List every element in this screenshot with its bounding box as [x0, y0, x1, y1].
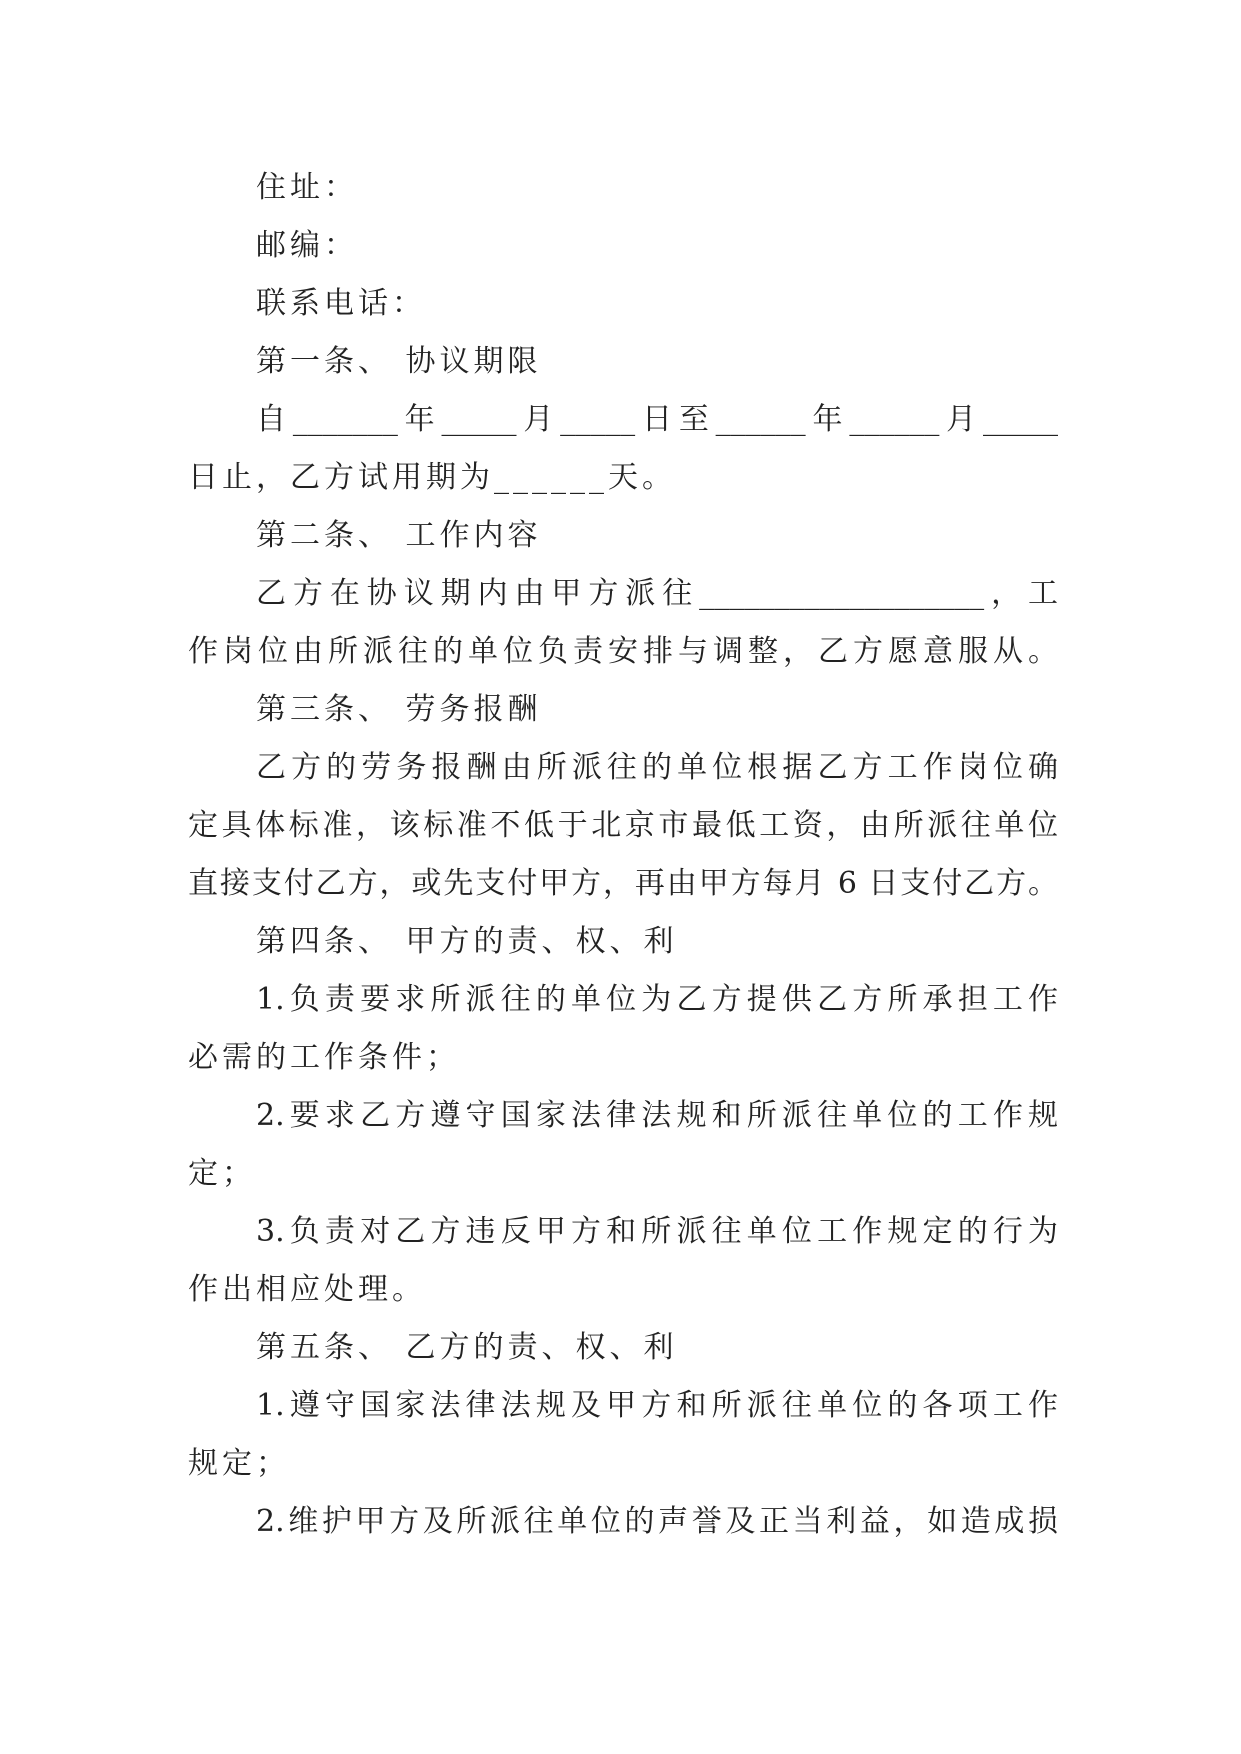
article-5-heading: 第五条、 乙方的责、权、利 [256, 1330, 678, 1365]
article-4-item-2-line-1: 2.要求乙方遵守国家法律法规和所派往单位的工作规 [256, 1098, 1058, 1133]
article-4-item-2-line-2: 定； [188, 1156, 256, 1191]
article-2-heading: 第二条、 工作内容 [256, 518, 542, 553]
postcode-label: 邮编： [256, 228, 358, 263]
article-5-item-1-line-2: 规定； [188, 1446, 290, 1481]
article-3-text-line-1: 乙方的劳务报酬由所派往的单位根据乙方工作岗位确 [256, 750, 1058, 785]
article-2-text-line-1: 乙方在协议期内由甲方派往___________________，工 [256, 576, 1058, 611]
article-5-item-2-line-1: 2.维护甲方及所派往单位的声誉及正当利益，如造成损 [256, 1504, 1058, 1539]
article-1-text-line-1: 自_______年_____月_____日至______年______月_____ [256, 402, 1058, 437]
article-4-item-3-line-1: 3.负责对乙方违反甲方和所派往单位工作规定的行为 [256, 1214, 1058, 1249]
article-2-text-line-2: 作岗位由所派往的单位负责安排与调整，乙方愿意服从。 [188, 634, 1058, 669]
article-4-heading: 第四条、 甲方的责、权、利 [256, 924, 678, 959]
article-4-item-1-line-1: 1.负责要求所派往的单位为乙方提供乙方所承担工作 [256, 982, 1058, 1017]
article-3-text-line-3: 直接支付乙方，或先支付甲方，再由甲方每月 6 日支付乙方。 [188, 866, 1058, 901]
article-3-heading: 第三条、 劳务报酬 [256, 692, 542, 727]
article-1-text-line-2: 日止，乙方试用期为______天。 [188, 460, 676, 495]
article-4-item-1-line-2: 必需的工作条件； [188, 1040, 460, 1075]
article-1-heading: 第一条、 协议期限 [256, 344, 542, 379]
article-5-item-1-line-1: 1.遵守国家法律法规及甲方和所派往单位的各项工作 [256, 1388, 1058, 1423]
article-3-text-line-2: 定具体标准，该标准不低于北京市最低工资，由所派往单位 [188, 808, 1058, 843]
address-label: 住址： [256, 170, 358, 205]
phone-label: 联系电话： [256, 286, 426, 321]
article-4-item-3-line-2: 作出相应处理。 [188, 1272, 426, 1307]
